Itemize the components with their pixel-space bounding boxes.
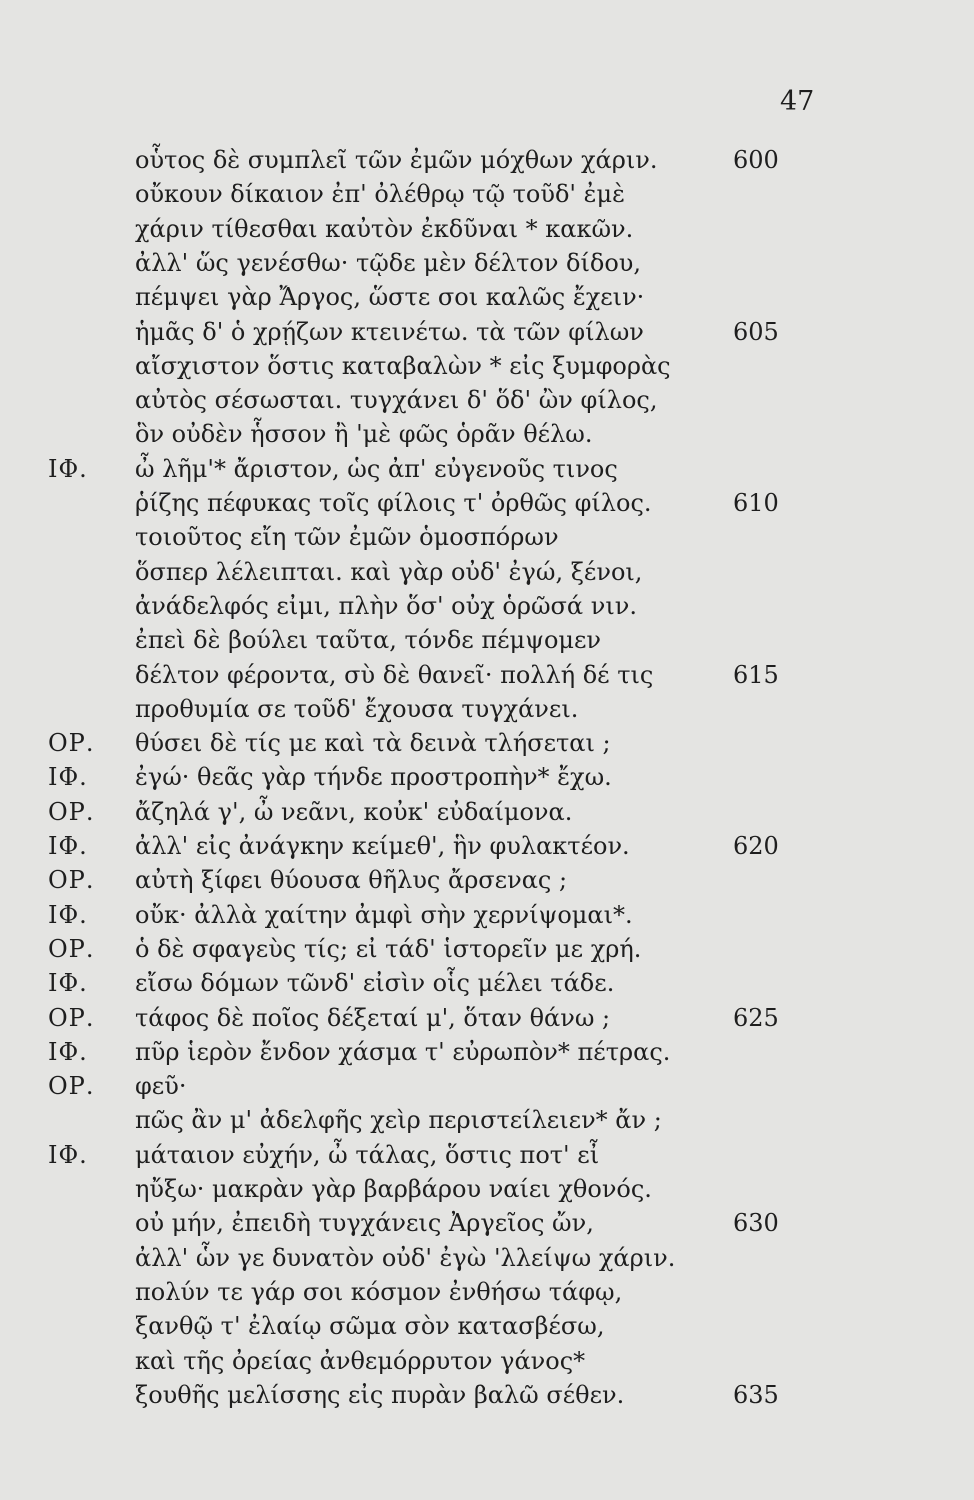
verse-line xyxy=(0,1347,974,1381)
verse-line xyxy=(0,1004,974,1038)
verse-text: πολύν τε γάρ σοι κόσμον ἐνθήσω τάφῳ, xyxy=(135,1277,623,1306)
speaker-label: ΟΡ. xyxy=(48,1003,95,1032)
verse-line xyxy=(0,249,974,283)
verse-text: ξουθῆς μελίσσης εἰς πυρὰν βαλῶ σέθεν. xyxy=(135,1380,625,1409)
verse-line xyxy=(0,832,974,866)
verse-line xyxy=(0,695,974,729)
speaker-label: ΟΡ. xyxy=(48,1072,95,1101)
verse-line xyxy=(0,283,974,317)
speaker-label: ΟΡ. xyxy=(48,934,95,963)
verse-text: θύσει δὲ τίς με καὶ τὰ δεινὰ τλήσεται ; xyxy=(135,729,611,758)
speaker-label: ΙΦ. xyxy=(48,1140,88,1169)
speaker-label: ΙΦ. xyxy=(48,1037,88,1066)
verse-text: οὔκουν δίκαιον ἐπ' ὀλέθρῳ τῷ τοῦδ' ἐμὲ xyxy=(135,180,625,209)
verse-line xyxy=(0,969,974,1003)
line-number: 620 xyxy=(733,832,779,860)
speaker-label: ΟΡ. xyxy=(48,866,95,895)
speaker-label: ΟΡ. xyxy=(48,797,95,826)
verse-text: ἐγώ· θεᾶς γὰρ τήνδε προστροπὴν* ἔχω. xyxy=(135,763,612,792)
verse-text: δέλτον φέροντα, σὺ δὲ θανεῖ· πολλή δέ τις xyxy=(135,660,654,689)
verse-text: καὶ τῆς ὀρείας ἀνθεμόρρυτον γάνος* xyxy=(135,1346,586,1375)
verse-text: οὔκ· ἀλλὰ χαίτην ἀμφὶ σὴν χερνίψομαι*. xyxy=(135,900,633,929)
speaker-label: ΟΡ. xyxy=(48,729,95,758)
verse-text: ἀλλ' ὥς γενέσθω· τῷδε μὲν δέλτον δίδου, xyxy=(135,248,642,277)
verse-text: ἡμᾶς δ' ὁ χρῄζων κτεινέτω. τὰ τῶν φίλων xyxy=(135,317,644,346)
verse-line xyxy=(0,592,974,626)
line-number: 600 xyxy=(733,146,779,174)
verse-line xyxy=(0,763,974,797)
verse-text: ὁ δὲ σφαγεὺς τίς; εἰ τάδ' ἱστορεῖν με χρή. xyxy=(135,934,642,963)
verse-text: ἄζηλά γ', ὦ νεᾶνι, κοὐκ' εὐδαίμονα. xyxy=(135,797,573,826)
verse-line xyxy=(0,1312,974,1346)
verse-line xyxy=(0,1244,974,1278)
verse-text: ξανθῷ τ' ἐλαίῳ σῶμα σὸν κατασβέσω, xyxy=(135,1312,605,1341)
verse-line xyxy=(0,798,974,832)
verse-line xyxy=(0,1381,974,1415)
verse-line xyxy=(0,215,974,249)
verse-text: πέμψει γὰρ Ἄργος, ὥστε σοι καλῶς ἔχειν· xyxy=(135,283,645,312)
verse-text: ὦ λῆμ'* ἄριστον, ὡς ἀπ' εὐγενοῦς τινος xyxy=(135,454,618,483)
line-number: 615 xyxy=(733,660,779,689)
verse-text: προθυμία σε τοῦδ' ἔχουσα τυγχάνει. xyxy=(135,694,579,723)
verse-line xyxy=(0,386,974,420)
verse-text: ὃν οὐδὲν ἧσσον ἢ 'μὲ φῶς ὁρᾶν θέλω. xyxy=(135,420,593,449)
verse-text: ἐπεὶ δὲ βούλει ταῦτα, τόνδε πέμψομεν xyxy=(135,626,602,655)
line-number: 630 xyxy=(733,1209,779,1238)
verse-text: αὐτὸς σέσωσται. τυγχάνει δ' ὅδ' ὢν φίλος, xyxy=(135,386,658,415)
verse-text: χάριν τίθεσθαι καὐτὸν ἐκδῦναι * κακῶν. xyxy=(135,214,634,243)
verse-line xyxy=(0,352,974,386)
speaker-label: ΙΦ. xyxy=(48,763,88,792)
verse-text: πῦρ ἱερὸν ἔνδον χάσμα τ' εὐρωπὸν* πέτρας. xyxy=(135,1037,671,1066)
verse-line xyxy=(0,866,974,900)
verse-text: ῥίζης πέφυκας τοῖς φίλοις τ' ὀρθῶς φίλος. xyxy=(135,489,652,517)
verse-text: φεῦ· xyxy=(135,1072,187,1101)
verse-text: ἀνάδελφός εἰμι, πλὴν ὅσ' οὐχ ὁρῶσά νιν. xyxy=(135,591,637,620)
line-number: 635 xyxy=(733,1380,779,1409)
verse-line xyxy=(0,1209,974,1243)
verse-line xyxy=(0,455,974,489)
verse-line xyxy=(0,523,974,557)
verse-line xyxy=(0,180,974,214)
verse-text: ἀλλ' εἰς ἀνάγκην κείμεθ', ἣν φυλακτέον. xyxy=(135,832,630,860)
speaker-label: ΙΦ. xyxy=(48,969,88,998)
speaker-label: ΙΦ. xyxy=(48,454,88,483)
verse-text: εἴσω δόμων τῶνδ' εἰσὶν οἷς μέλει τάδε. xyxy=(135,969,615,998)
verse-line xyxy=(0,729,974,763)
verse-line xyxy=(0,1278,974,1312)
verse-line xyxy=(0,1038,974,1072)
verse-text: οὗτος δὲ συμπλεῖ τῶν ἐμῶν μόχθων χάριν. xyxy=(135,146,658,174)
verse-text: ἀλλ' ὧν γε δυνατὸν οὐδ' ἐγὼ 'λλείψω χάριν. xyxy=(135,1243,676,1272)
line-number: 625 xyxy=(733,1003,779,1032)
verse-line xyxy=(0,1072,974,1106)
verse-line xyxy=(0,489,974,523)
verse-text: ὅσπερ λέλειπται. καὶ γὰρ οὐδ' ἐγώ, ξένοι, xyxy=(135,557,643,586)
verse-line xyxy=(0,420,974,454)
verse-line xyxy=(0,558,974,592)
verse-line xyxy=(0,318,974,352)
line-number: 610 xyxy=(733,489,779,517)
page-number: 47 xyxy=(780,86,815,117)
verse-text: αὐτὴ ξίφει θύουσα θῆλυς ἄρσενας ; xyxy=(135,866,568,895)
verse-text: τάφος δὲ ποῖος δέξεταί μ', ὅταν θάνω ; xyxy=(135,1003,611,1032)
speaker-label: ΙΦ. xyxy=(48,900,88,929)
verse-line xyxy=(0,935,974,969)
verse-line xyxy=(0,1106,974,1140)
verse-text: μάταιον εὐχήν, ὦ τάλας, ὅστις ποτ' εἶ xyxy=(135,1140,600,1169)
verse-line xyxy=(0,146,974,180)
verse-line xyxy=(0,661,974,695)
verse-text: οὐ μήν, ἐπειδὴ τυγχάνεις Ἀργεῖος ὤν, xyxy=(135,1209,594,1238)
verse-line xyxy=(0,1141,974,1175)
verse-text: αἴσχιστον ὅστις καταβαλὼν * εἰς ξυμφορὰς xyxy=(135,351,671,380)
verse-text: ηὔξω· μακρὰν γὰρ βαρβάρου ναίει χθονός. xyxy=(135,1175,652,1203)
verse-line xyxy=(0,626,974,660)
verse-line xyxy=(0,1175,974,1209)
line-number: 605 xyxy=(733,317,779,346)
verse-line xyxy=(0,901,974,935)
verse-text: τοιοῦτος εἴη τῶν ἐμῶν ὁμοσπόρων xyxy=(135,523,559,552)
verse-text: πῶς ἂν μ' ἀδελφῆς χεὶρ περιστείλειεν* ἄν ; xyxy=(135,1106,662,1135)
speaker-label: ΙΦ. xyxy=(48,832,88,860)
